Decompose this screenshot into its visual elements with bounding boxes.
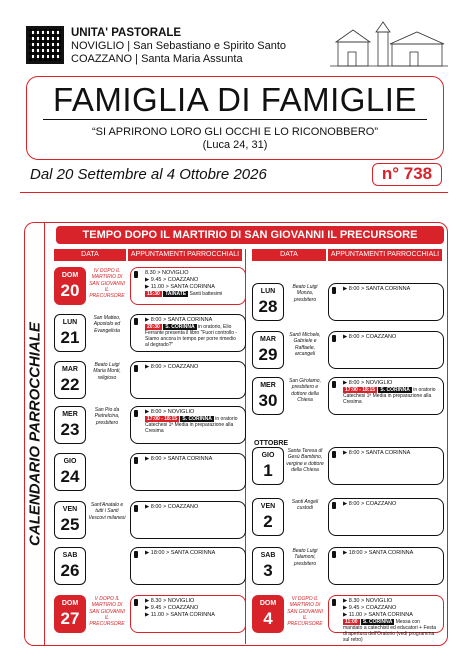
col-header-appointments-right: APPUNTAMENTI PARROCCHIALI [328,249,442,261]
saint-of-day: Beato Luigi Talamoni, presbitero [292,548,318,567]
appointment-line: ▶ 9.45 > COAZZANO [145,605,199,611]
bar-marker [332,551,336,558]
weekday: MAR [62,366,78,373]
appointments-box [328,498,444,536]
event-place: TAINATE [165,291,187,297]
event-note [145,324,241,348]
appointment-line: ▶ 8:00 > SANTA CORINNA [145,456,213,462]
appointment-line: ▶ 8:00 > SANTA CORINNA [343,450,411,456]
weekday: MER [260,382,276,389]
day-number: 20 [60,281,80,300]
bar-marker [332,335,336,342]
event-description: in oratorio, Elio Ferrante presenta il libro "Fuori controllo - Siamo ancora in tempo per porre rimedio al degrado?" [145,324,238,348]
appointment-line: ▶ 8:00 > COAZZANO [343,334,397,340]
event-description: in oratorio Catechesi 1ª Media in preparazione alla Cresima [343,387,436,405]
church-illustration [330,20,448,70]
season-banner: TEMPO DOPO IL MARTIRIO DI SAN GIOVANNI IL PRECURSORE [56,226,444,244]
appointment-line: ▶ 9.45 > COAZZANO [145,277,199,283]
bar-marker [332,599,336,606]
day-number: 28 [258,297,278,316]
appointments-box [328,283,444,321]
day-number: 27 [60,609,80,628]
day-badge [252,331,284,369]
day-number: 4 [263,609,273,628]
appointments-box [328,447,444,485]
org-title: UNITA' PASTORALE [71,27,182,39]
event-time: 17:00 - 18:15 [345,387,376,393]
day-badge [54,547,86,585]
weekday: VEN [62,506,78,513]
bar-marker [332,451,336,458]
calendar-row [54,266,246,306]
weekday: DOM [61,272,79,279]
saint-of-day: Santi Angeli custodi [291,499,319,512]
event-note [145,416,241,434]
calendar-row [252,446,444,486]
day-badge [54,453,86,491]
bar-marker [134,551,138,558]
day-number: 3 [263,561,273,580]
calendar-row [54,500,246,540]
event-time: 17:00 - 18:15 [147,416,178,422]
appointments-box [130,314,246,352]
saint-of-day: V DOPO IL MARTIRIO DI SAN GIOVANNI IL PRECURSORE [89,596,125,628]
day-number: 23 [60,420,80,439]
appointment-line: ▶ 9.45 > COAZZANO [343,605,397,611]
calendar-row [252,546,444,586]
day-badge [54,361,86,399]
weekday: GIO [63,458,77,465]
saint-of-day: IV DOPO IL MARTIRIO DI SAN GIOVANNI IL PRECURSORE [89,268,125,300]
weekday: VEN [260,503,276,510]
bar-marker [332,502,336,509]
day-badge [54,406,86,444]
saint-of-day: Beato Luigi Maria Monti, religioso [93,362,121,381]
day-badge [54,267,86,305]
day-number: 22 [60,375,80,394]
qr-code [26,26,64,64]
saint-of-day: VI DOPO IL MARTIRIO DI SAN GIOVANNI IL PRECURSORE [287,596,323,628]
saint-of-day: Santi Michele, Gabriele e Raffaele, arcangeli [289,332,321,357]
day-number: 24 [60,467,80,486]
saint-of-day: San Matteo, Apostolo ed Evangelista [93,315,121,334]
appointment-line: ▶ 8:00 > NOVIGLIO [343,380,393,386]
col-header-data-right: DATA [252,249,326,261]
calendar-row [252,497,444,537]
appointment-line: ▶ 8:00 > COAZZANO [145,504,199,510]
date-range: Dal 20 Settembre al 4 Ottobre 2026 [30,166,267,183]
event-place: S. CORINNA [380,387,410,393]
event-time: 11:00 [345,619,358,625]
weekday: MAR [260,336,276,343]
event-note [145,291,241,297]
bar-marker [332,287,336,294]
appointment-line: ▶ 18:00 > SANTA CORINNA [343,550,414,556]
bar-marker [134,410,138,417]
event-place: S. CORINNA [182,416,212,422]
day-badge [252,547,284,585]
event-time: 15:30 [147,291,160,297]
appointments-box [130,547,246,585]
bar-marker [134,505,138,512]
calendar-row [54,594,246,634]
divider [20,192,448,193]
saint-of-day: Sant'Anatalo e tutti i Santi Vescovi milanesi [88,502,126,521]
col-header-appointments-left: APPUNTAMENTI PARROCCHIALI [128,249,242,261]
event-time: 20:30 [147,324,160,330]
page-title: FAMIGLIA DI FAMIGLIE [53,81,417,118]
bar-marker [134,365,138,372]
appointments-box [328,595,444,643]
event-place: S. CORINNA [362,619,393,625]
weekday: SAB [62,552,78,559]
organization-block [71,27,286,66]
bar-marker [134,599,138,606]
quote-reference: (Luca 24, 31) [202,139,268,151]
calendar-row [54,546,246,586]
appointment-line: ▶ 11.00 > SANTA CORINNA [343,612,413,618]
day-number: 30 [258,391,278,410]
day-number: 29 [258,345,278,364]
weekday: DOM [61,600,79,607]
saint-of-day: Santa Teresa di Gesù Bambino, vergine e dottore della Chiesa [286,448,324,473]
col-header-data-left: DATA [54,249,126,261]
bar-marker [134,318,138,325]
calendar-row [54,452,246,492]
day-number: 1 [263,461,273,480]
day-badge [252,498,284,536]
appointment-line: ▶ 8.30 > NOVIGLIO [145,598,195,604]
calendar-row [54,313,246,353]
calendar-row [252,594,444,643]
weekday: GIO [261,452,275,459]
appointments-box [328,377,444,415]
event-note [343,387,439,405]
day-badge [54,314,86,352]
day-number: 2 [263,512,273,531]
appointment-line: ▶ 11.00 > SANTA CORINNA [145,612,215,618]
issue-number: n° 738 [372,163,442,186]
event-note [343,619,439,643]
calendar-row [252,376,444,416]
calendar-row [252,282,444,322]
appointment-line: ▶ 8:00 > SANTA CORINNA [145,317,213,323]
day-number: 26 [60,561,80,580]
appointment-line: ▶ 8:00 > SANTA CORINNA [343,286,411,292]
appointment-line: ▶ 8:00 > COAZZANO [343,501,397,507]
appointment-line: ▶ 8:00 > COAZZANO [145,364,199,370]
appointment-line: ▶ 8.30 > NOVIGLIO [343,598,393,604]
weekday: SAB [260,552,276,559]
quote: “SI APRIRONO LORO GLI OCCHI E LO RICONOBBERO” [91,126,379,138]
event-description: Messa con mandato a catechisti ed educatori + Festa di apertura dell'Oratorio (vedi programma sul retro) [343,619,436,643]
day-badge [252,447,284,485]
day-badge [252,595,284,633]
event-description: Santi battesimi [189,291,223,297]
day-badge [54,501,86,539]
appointments-box [328,547,444,585]
month-label-october: OTTOBRE [254,440,289,447]
day-badge [54,595,86,633]
saint-of-day: San Pio da Pietrelcina, presbitero [94,407,120,426]
appointments-box [130,453,246,491]
appointments-box [130,267,246,305]
appointment-line: ▶ 18:00 > SANTA CORINNA [145,550,216,556]
title-rule [43,119,427,120]
side-label [24,222,44,646]
appointments-box [130,501,246,539]
appointment-line: 8.30 > NOVIGLIO [145,270,189,276]
appointment-line: ▶ 8:00 > NOVIGLIO [145,409,195,415]
appointment-line: ▶ 11.00 > SANTA CORINNA [145,284,215,290]
day-number: 21 [60,328,80,347]
weekday: LUN [260,288,276,295]
org-line-2: NOVIGLIO | San Sebastiano e Spirito Santo [71,40,287,52]
saint-of-day: Beato Luigi Monza, presbitero [292,284,318,303]
appointments-box [328,331,444,369]
appointments-box [130,406,246,444]
calendar-row [252,330,444,370]
day-number: 25 [60,515,80,534]
day-badge [252,377,284,415]
calendar-row [54,405,246,445]
bar-marker [134,457,138,464]
title-box [26,76,444,160]
weekday: DOM [259,600,277,607]
bar-marker [134,271,138,278]
event-description: in oratorio Catechesi 1ª Media in preparazione alla Cresima [145,416,238,434]
appointments-box [130,361,246,399]
appointments-box [130,595,246,633]
weekday: MER [62,411,78,418]
day-badge [252,283,284,321]
side-label-text: CALENDARIO PARROCCHIALE [26,322,43,546]
org-line-3: COAZZANO | Santa Maria Assunta [71,53,243,65]
calendar-row [54,360,246,400]
event-place: S. CORINNA [165,324,195,330]
saint-of-day: San Girolamo, presbitero e dottore della Chiesa [289,378,321,403]
weekday: LUN [62,319,78,326]
bar-marker [332,381,336,388]
